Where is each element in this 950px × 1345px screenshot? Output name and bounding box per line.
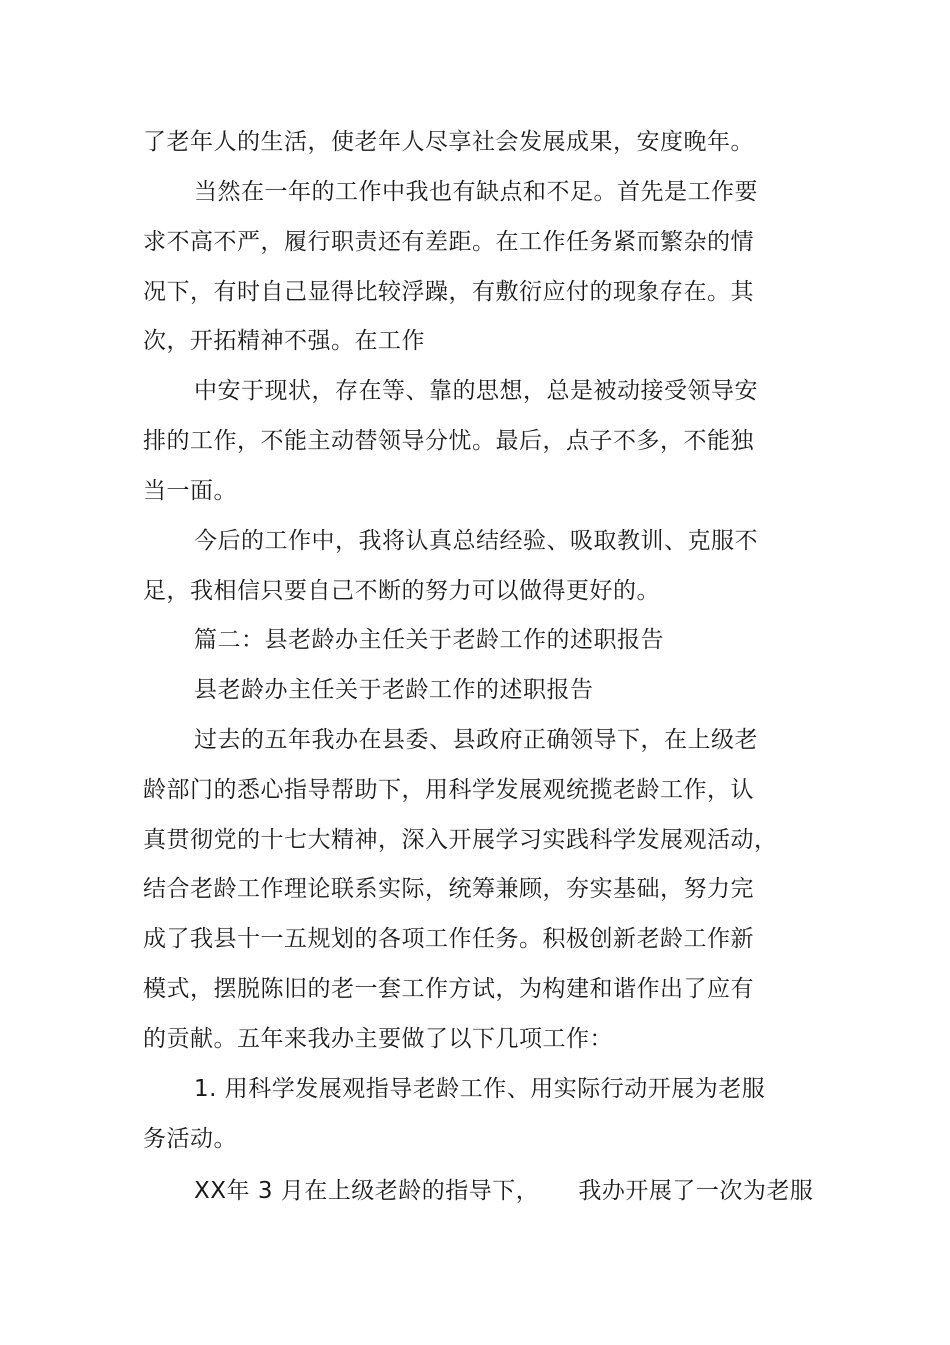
text-line: 结合老龄工作理论联系实际，统筹兼顾，夯实基础，努力完 — [143, 876, 754, 902]
text-line: 真贯彻党的十七大精神，深入开展学习实践科学发展观活动， — [143, 827, 778, 853]
text-line: 模式，摆脱陈旧的老一套工作方试，为构建和谐作出了应有 — [143, 976, 754, 1002]
text-line: 务活动。 — [143, 1126, 237, 1152]
text-line: 求不高不严，履行职责还有差距。在工作任务紧而繁杂的情 — [143, 229, 754, 255]
text-line: 排的工作，不能主动替领导分忧。最后，点子不多，不能独 — [143, 428, 754, 454]
text-line: 了老年人的生活，使老年人尽享社会发展成果，安度晚年。 — [143, 129, 754, 155]
text-line: 况下，有时自己显得比较浮躁，有敷衍应付的现象存在。其 — [143, 279, 754, 305]
text-line: 中安于现状，存在等、靠的思想，总是被动接受领导安 — [194, 378, 758, 404]
section-heading: 篇二：县老龄办主任关于老龄工作的述职报告 — [194, 627, 664, 653]
text-line: XX年 3 月在上级老龄的指导下， 我办开展了一次为老服 — [194, 1178, 814, 1204]
text-line: 的贡献。五年来我办主要做了以下几项工作： — [143, 1026, 613, 1052]
text-line: 当一面。 — [143, 478, 237, 504]
text-line: 当然在一年的工作中我也有缺点和不足。首先是工作要 — [194, 179, 758, 205]
numbered-item: 1. 用科学发展观指导老龄工作、用实际行动开展为老服 — [194, 1076, 766, 1102]
report-title: 县老龄办主任关于老龄工作的述职报告 — [194, 677, 594, 703]
text-line: 足，我相信只要自己不断的努力可以做得更好的。 — [143, 578, 660, 604]
text-line: 次，开拓精神不强。在工作 — [143, 328, 425, 354]
text-line: 过去的五年我办在县委、县政府正确领导下，在上级老 — [194, 727, 758, 753]
text-line: 今后的工作中，我将认真总结经验、吸取教训、克服不 — [194, 528, 758, 554]
text-line: 成了我县十一五规划的各项工作任务。积极创新老龄工作新 — [143, 926, 754, 952]
text-line: 龄部门的悉心指导帮助下，用科学发展观统揽老龄工作，认 — [143, 777, 754, 803]
